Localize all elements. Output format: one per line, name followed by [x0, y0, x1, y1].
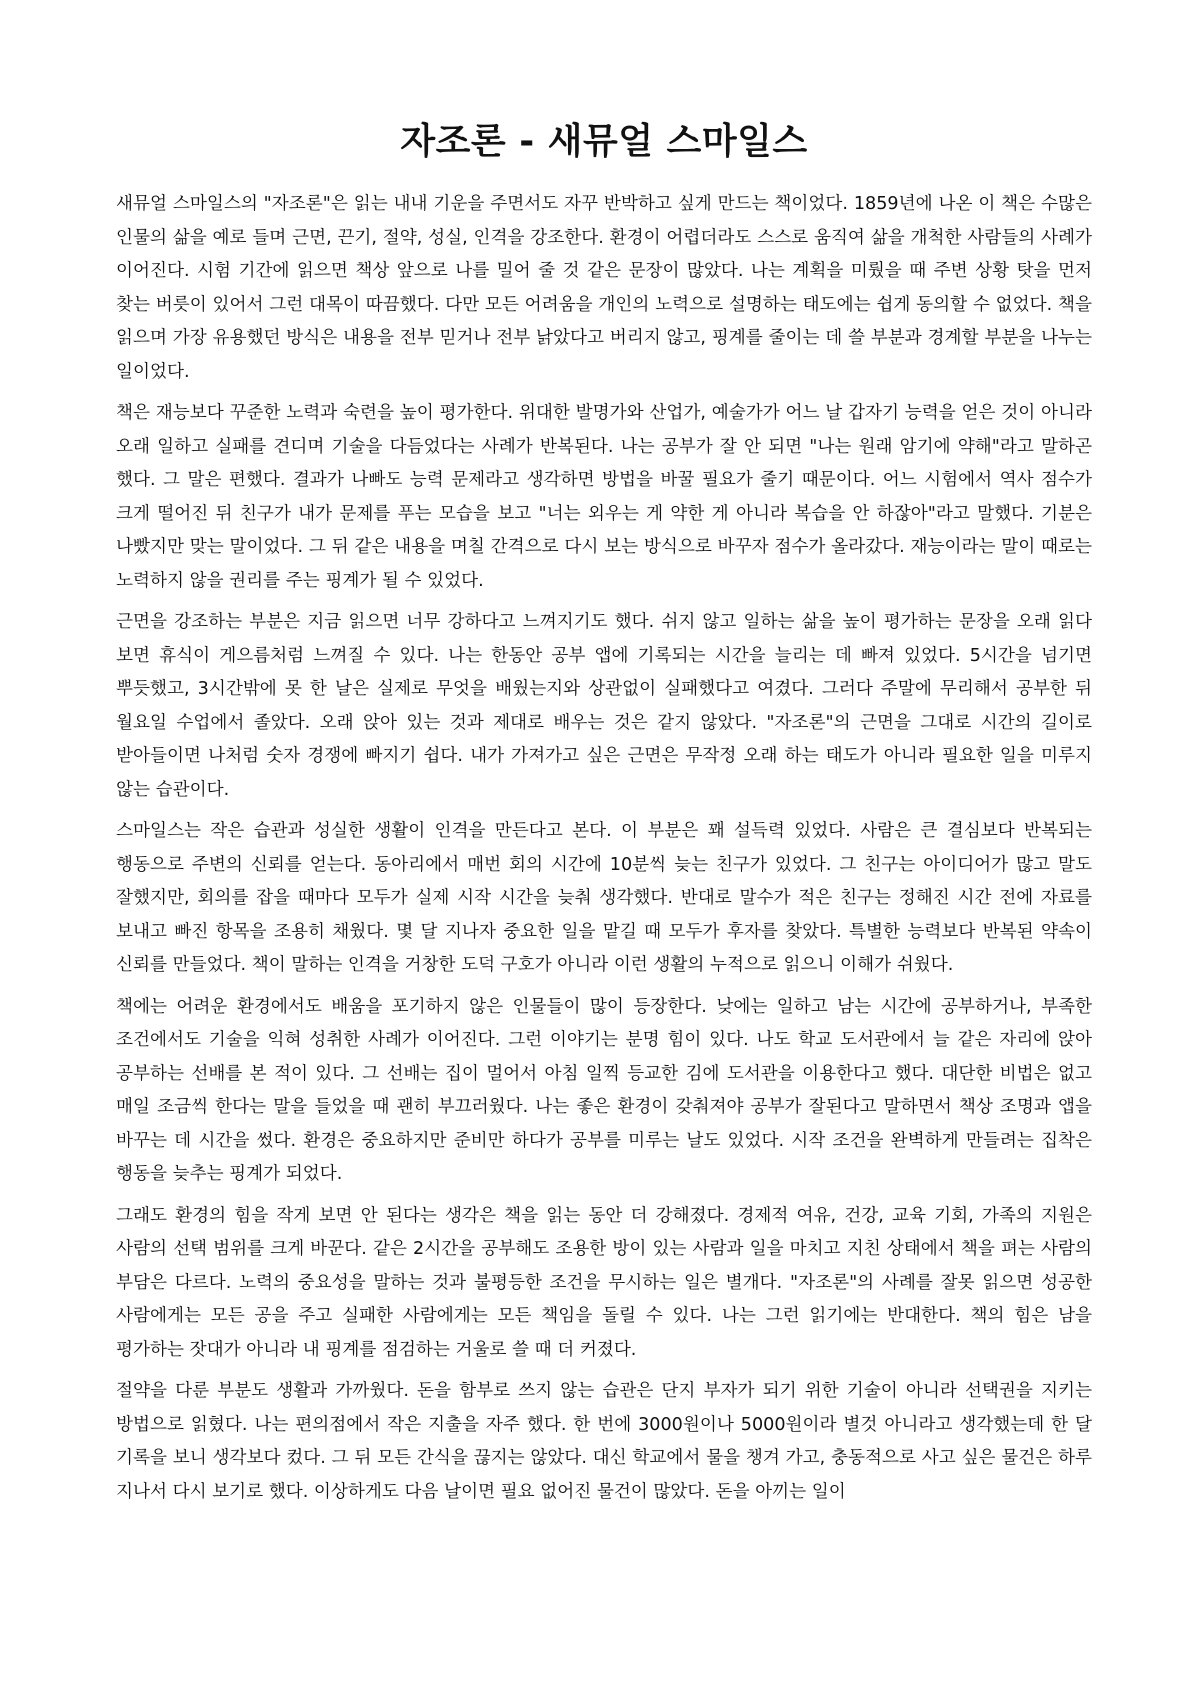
document-title: 자조론 - 새뮤얼 스마일스	[400, 121, 808, 162]
paragraph-6: 그래도 환경의 힘을 작게 보면 안 된다는 생각은 책을 읽는 동안 더 강해졌다. 경제적 여유, 건강, 교육 기회, 가족의 지원은 사람의 선택 범위를 크게 바꾼다. 같은 2시간을 공부해도 조용한 방이 있는 사람과 일을 마치고 지친 상태에서 책을 펴는 사람의 부담은 다르다. 노력의 중요성을 말하는 것과 불평등한 조건을 무시하는 일은 별개다. "자조론"의 사례를 잘못 읽으면 성공한 사람에게는 모든 공을 주고 실패한 사람에게는 모든 책임을 돌릴 수 있다. 나는 그런 읽기에는 반대한다. 책의 힘은 남을 평가하는 잣대가 아니라 내 핑계를 점검하는 거울로 쓸 때 더 커졌다.	[116, 1205, 1092, 1360]
paragraph-5: 책에는 어려운 환경에서도 배움을 포기하지 않은 인물들이 많이 등장한다. 낮에는 일하고 남는 시간에 공부하거나, 부족한 조건에서도 기술을 익혀 성취한 사례가 이어진다. 그런 이야기는 분명 힘이 있다. 나도 학교 도서관에서 늘 같은 자리에 앉아 공부하는 선배를 본 적이 있다. 그 선배는 집이 멀어서 아침 일찍 등교한 김에 도서관을 이용한다고 했다. 대단한 비법은 없고 매일 조금씩 한다는 말을 들었을 때 괜히 부끄러웠다. 나는 좋은 환경이 갖춰져야 공부가 잘된다고 말하면서 책상 조명과 앱을 바꾸는 데 시간을 썼다. 환경은 중요하지만 준비만 하다가 공부를 미루는 날도 있었다. 시작 조건을 완벽하게 만들려는 집착은 행동을 늦추는 핑계가 되었다.	[116, 996, 1092, 1184]
document-page	[116, 118, 1092, 1678]
paragraph-1: 새뮤얼 스마일스의 "자조론"은 읽는 내내 기운을 주면서도 자꾸 반박하고 싶게 만드는 책이었다. 1859년에 나온 이 책은 수많은 인물의 삶을 예로 들며 근면, 끈기, 절약, 성실, 인격을 강조한다. 환경이 어렵더라도 스스로 움직여 삶을 개척한 사람들의 사례가 이어진다. 시험 기간에 읽으면 책상 앞으로 나를 밀어 줄 것 같은 문장이 많았다. 나는 계획을 미뤘을 때 주변 상황 탓을 먼저 찾는 버릇이 있어서 그런 대목이 따끔했다. 다만 모든 어려움을 개인의 노력으로 설명하는 태도에는 쉽게 동의할 수 없었다. 책을 읽으며 가장 유용했던 방식은 내용을 전부 믿거나 전부 낡았다고 버리지 않고, 핑계를 줄이는 데 쓸 부분과 경계할 부분을 나누는 일이었다.	[116, 194, 1092, 382]
paragraph-3: 근면을 강조하는 부분은 지금 읽으면 너무 강하다고 느껴지기도 했다. 쉬지 않고 일하는 삶을 높이 평가하는 문장을 오래 읽다 보면 휴식이 게으름처럼 느껴질 수 있다. 나는 한동안 공부 앱에 기록되는 시간을 늘리는 데 빠져 있었다. 5시간을 넘기면 뿌듯했고, 3시간밖에 못 한 날은 실제로 무엇을 배웠는지와 상관없이 실패했다고 여겼다. 그러다 주말에 무리해서 공부한 뒤 월요일 수업에서 졸았다. 오래 앉아 있는 것과 제대로 배우는 것은 같지 않았다. "자조론"의 근면을 그대로 시간의 길이로 받아들이면 나처럼 숫자 경쟁에 빠지기 쉽다. 내가 가져가고 싶은 근면은 무작정 오래 하는 태도가 아니라 필요한 일을 미루지 않는 습관이다.	[116, 612, 1092, 800]
paragraph-4: 스마일스는 작은 습관과 성실한 생활이 인격을 만든다고 본다. 이 부분은 꽤 설득력 있었다. 사람은 큰 결심보다 반복되는 행동으로 주변의 신뢰를 얻는다. 동아리에서 매번 회의 시간에 10분씩 늦는 친구가 있었다. 그 친구는 아이디어가 많고 말도 잘했지만, 회의를 잡을 때마다 모두가 실제 시작 시간을 늦춰 생각했다. 반대로 말수가 적은 친구는 정해진 시간 전에 자료를 보내고 빠진 항목을 조용히 채웠다. 몇 달 지나자 중요한 일을 맡길 때 모두가 후자를 찾았다. 특별한 능력보다 반복된 약속이 신뢰를 만들었다. 책이 말하는 인격을 거창한 도덕 구호가 아니라 이런 생활의 누적으로 읽으니 이해가 쉬웠다.	[116, 821, 1092, 975]
paragraph-2: 책은 재능보다 꾸준한 노력과 숙련을 높이 평가한다. 위대한 발명가와 산업가, 예술가가 어느 날 갑자기 능력을 얻은 것이 아니라 오래 일하고 실패를 견디며 기술을 다듬었다는 사례가 반복된다. 나는 공부가 잘 안 되면 "나는 원래 암기에 약해"라고 말하곤 했다. 그 말은 편했다. 결과가 나빠도 능력 문제라고 생각하면 방법을 바꿀 필요가 줄기 때문이다. 어느 시험에서 역사 점수가 크게 떨어진 뒤 친구가 내가 문제를 푸는 모습을 보고 "너는 외우는 게 약한 게 아니라 복습을 안 하잖아"라고 말했다. 기분은 나빴지만 맞는 말이었다. 그 뒤 같은 내용을 며칠 간격으로 다시 보는 방식으로 바꾸자 점수가 올라갔다. 재능이라는 말이 때로는 노력하지 않을 권리를 주는 핑계가 될 수 있었다.	[116, 403, 1092, 591]
paragraph-7: 절약을 다룬 부분도 생활과 가까웠다. 돈을 함부로 쓰지 않는 습관은 단지 부자가 되기 위한 기술이 아니라 선택권을 지키는 방법으로 읽혔다. 나는 편의점에서 작은 지출을 자주 했다. 한 번에 3000원이나 5000원이라 별것 아니라고 생각했는데 한 달 기록을 보니 생각보다 컸다. 그 뒤 모든 간식을 끊지는 않았다. 대신 학교에서 물을 챙겨 가고, 충동적으로 사고 싶은 물건은 하루 지나서 다시 보기로 했다. 이상하게도 다음 날이면 필요 없어진 물건이 많았다. 돈을 아끼는 일이	[116, 1381, 1092, 1502]
